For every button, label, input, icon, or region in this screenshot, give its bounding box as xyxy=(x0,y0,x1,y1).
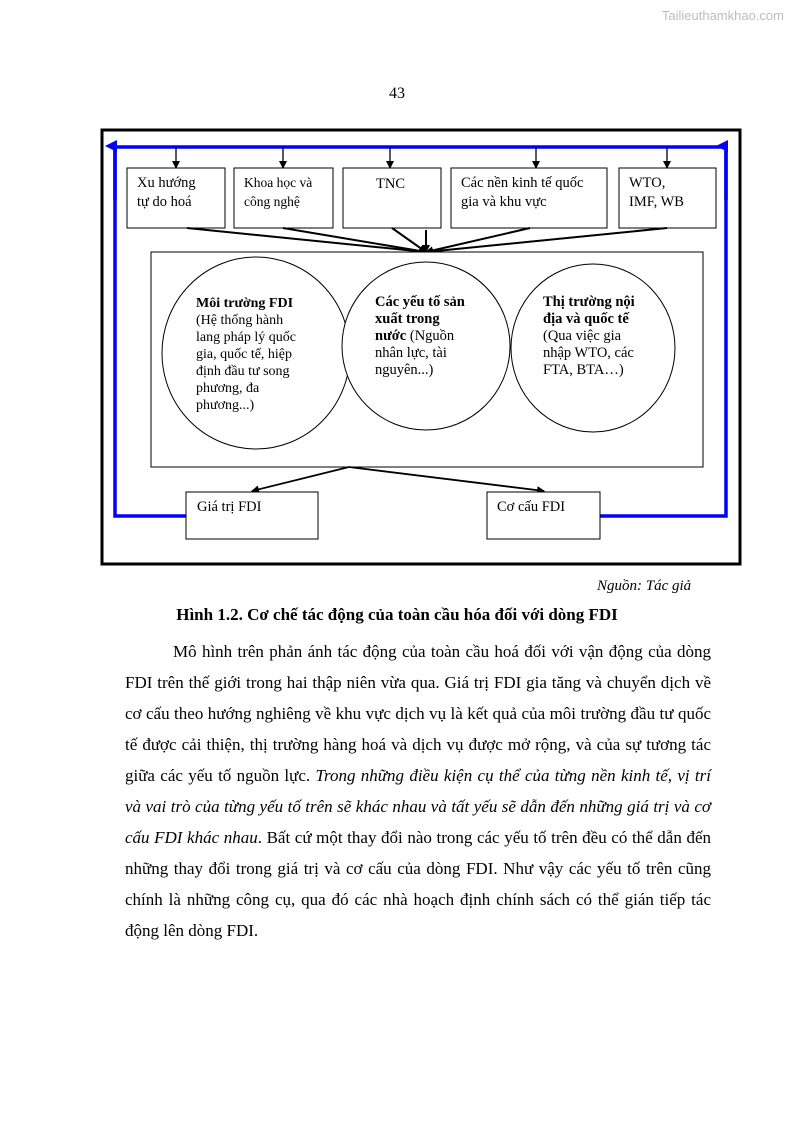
fdi-value-label: Giá trị FDI xyxy=(197,499,262,515)
paragraph-part-2: . Bất cứ một thay đổi nào trong các yếu tố trên đều có thể dẫn đến những thay đổi trong giá trị và cơ cấu của dòng FDI. Như vậy các yếu tố trên cũng chính là những công cụ, qua đó các nhà hoạch định chính sách có thể gián tiếp tác động lên dòng FDI. xyxy=(125,828,711,940)
converge-line-5 xyxy=(426,228,667,252)
paragraph-part-1: Mô hình trên phản ánh tác động của toàn cầu hoá đối với vận động của dòng FDI trên thế giới trong hai thập niên vừa qua. Giá trị FDI gia tăng và chuyển dịch về cơ cấu theo hướng nghiêng về khu vực dịch vụ là kết quả của môi trường đầu tư quốc tế được cải thiện, thị trường hàng hoá và dịch vụ được mở rộng, và của sự tương tác giữa các yếu tố nguồn lực. xyxy=(125,642,711,785)
circle-2-text: Các yếu tố sản xuất trong nước (Nguồn nhân lực, tài nguyên...) xyxy=(375,294,465,378)
converge-line-4 xyxy=(426,228,530,252)
figure-source: Nguồn: Tác giả xyxy=(597,578,692,594)
paragraph-italic: Trong những điều kiện cụ thể của từng nền kinh tế, vị trí và vai trò của từng yếu tố trên sẽ khác nhau và tất yếu sẽ dẫn đến những giá trị và cơ cấu FDI khác nhau xyxy=(125,766,711,847)
top-box-4-text: Các nền kinh tế quốc gia và khu vực xyxy=(461,175,584,210)
top-box-2-text: Khoa học và công nghệ xyxy=(244,175,313,209)
body-paragraph xyxy=(125,636,711,946)
top-box-3-text: TNC xyxy=(376,176,405,192)
fdi-structure-label: Cơ cấu FDI xyxy=(497,499,566,515)
watermark: Tailieuthamkhao.com xyxy=(661,8,784,23)
circle-1-text: Môi trường FDI (Hệ thống hành lang pháp lý quốc gia, quốc tế, hiệp định đầu tư song phương, đa phương...) xyxy=(196,296,296,413)
top-box-1-text: Xu hướng tự do hoá xyxy=(137,175,196,210)
figure-caption: Hình 1.2. Cơ chế tác động của toàn cầu hóa đối với dòng FDI xyxy=(176,605,618,624)
circle-3-text: Thị trường nội địa và quốc tế (Qua việc gia nhập WTO, các FTA, BTA…) xyxy=(543,294,635,378)
page-number: 43 xyxy=(389,85,405,102)
arrow-to-fdi-structure xyxy=(349,467,544,491)
arrow-to-fdi-value xyxy=(252,467,349,491)
top-box-5-text: WTO, IMF, WB xyxy=(629,175,684,210)
